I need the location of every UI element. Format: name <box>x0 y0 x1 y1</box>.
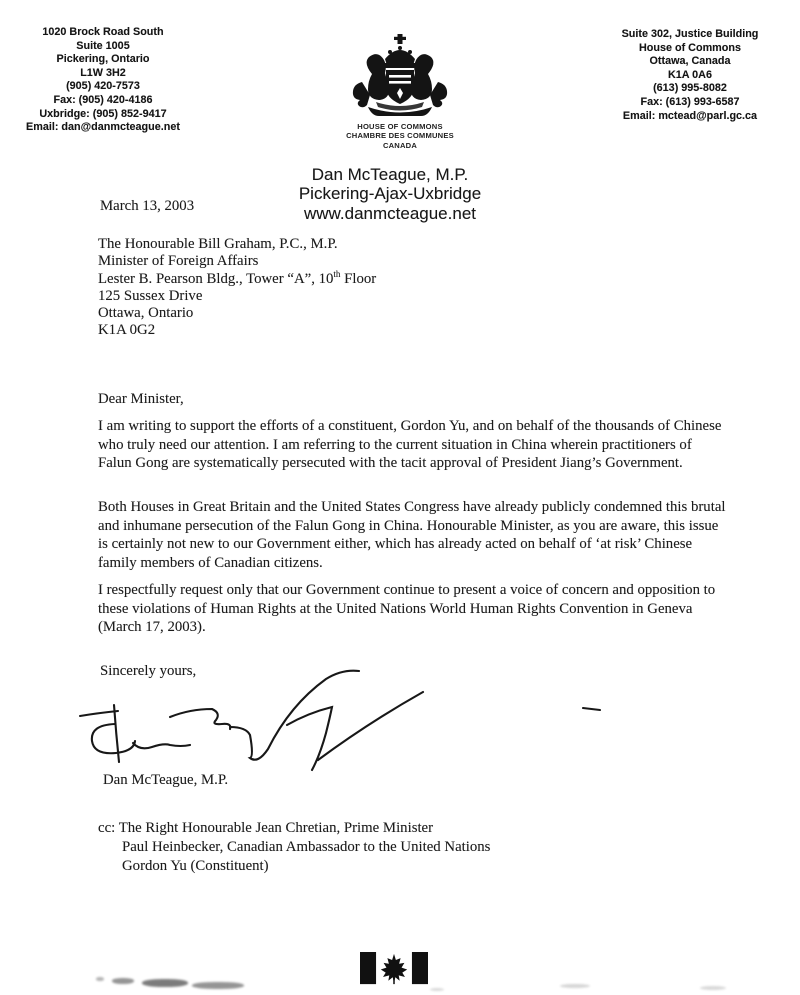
scan-artifact <box>96 977 104 981</box>
address-line: Fax: (613) 993-6587 <box>640 95 740 108</box>
crest-caption-line: CHAMBRE DES COMMUNES <box>346 131 454 141</box>
address-line: (613) 995-8082 <box>653 82 727 95</box>
signer-name: Dan McTeague, M.P. <box>103 772 229 788</box>
scan-artifact <box>112 978 134 984</box>
cc-label: cc: <box>98 820 116 836</box>
mp-name: Dan McTeague, M.P. <box>311 165 469 184</box>
parliament-office-address <box>588 28 792 123</box>
cc-line: Paul Heinbecker, Canadian Ambassador to the United Nations <box>122 839 491 856</box>
salutation: Dear Minister, <box>98 391 184 407</box>
mp-website: www.danmcteague.net <box>304 203 476 223</box>
crest-caption-line: CANADA <box>382 140 418 150</box>
address-line: L1W 3H2 <box>80 66 126 79</box>
body-paragraph-1: I am writing to support the efforts of a constituent, Gordon Yu, and on behalf of the thousands of Chinese who truly need our attention. I am referring to the current situation in China wherein practitioners of Falun Gong are systematically persecuted with the tacit approval of President Jiang’s Government. <box>98 418 722 472</box>
address-line: Suite 302, Justice Building <box>621 28 759 40</box>
address-line: K1A 0A6 <box>667 68 712 81</box>
body-paragraph-2: Both Houses in Great Britain and the United States Congress have already publicly condemned this brutal and inhumane persecution of the Falun Gong in China. Honourable Minister, as you are aware, this issue is certainly not new to our Government either, which has already acted on behalf of ‘at risk’ Chinese family members of Canadian citizens. <box>98 499 726 572</box>
address-line: Ottawa, Canada <box>649 55 731 68</box>
body-paragraph-3: I respectfully request only that our Government continue to present a voice of concern and opposition to these violations of Human Rights at the United Nations World Human Rights Convention in Geneva (March 17, 2003). <box>98 582 716 636</box>
canada-flag-icon <box>360 951 428 987</box>
address-line: (905) 420-7573 <box>66 80 140 93</box>
scan-artifact <box>192 982 244 989</box>
address-line: Pickering, Ontario <box>56 53 150 66</box>
recipient-building: Lester B. Pearson Bldg., Tower “A”, 10th Floor <box>98 268 377 287</box>
recipient-title: Minister of Foreign Affairs <box>98 253 259 270</box>
recipient-postal-code: K1A 0G2 <box>98 322 156 339</box>
address-line: Email: dan@danmcteague.net <box>26 121 180 134</box>
address-line: Suite 1005 <box>76 39 130 52</box>
recipient-name: The Honourable Bill Graham, P.C., M.P. <box>98 236 338 252</box>
cc-line: Gordon Yu (Constituent) <box>122 858 269 875</box>
mp-name-block <box>280 165 500 223</box>
constituency-office-address <box>8 26 198 135</box>
address-line: House of Commons <box>639 41 741 54</box>
house-of-commons-crest-icon <box>346 34 454 120</box>
address-line: 1020 Brock Road South <box>42 26 164 38</box>
address-line: Email: mctead@parl.gc.ca <box>622 109 758 122</box>
letter-date: March 13, 2003 <box>100 198 195 214</box>
cc-line: cc: The Right Honourable Jean Chretian, Prime Minister <box>98 820 434 836</box>
scan-artifact <box>142 979 188 987</box>
cc-block <box>98 819 490 877</box>
address-line: Uxbridge: (905) 852-9417 <box>39 107 167 120</box>
recipient-city: Ottawa, Ontario <box>98 305 194 322</box>
scan-artifact <box>700 986 726 990</box>
mp-riding: Pickering-Ajax-Uxbridge <box>298 184 482 204</box>
crest-caption-line: HOUSE OF COMMONS <box>357 122 443 131</box>
ordinal-suffix: th <box>333 268 341 279</box>
signature-handwriting <box>78 663 602 779</box>
recipient-street: 125 Sussex Drive <box>98 287 203 304</box>
scan-artifact <box>430 988 444 991</box>
address-line: Fax: (905) 420-4186 <box>53 93 153 106</box>
scan-artifact <box>560 984 590 988</box>
recipient-address-block <box>98 236 376 340</box>
closing: Sincerely yours, <box>100 663 197 679</box>
crest-caption <box>322 122 478 150</box>
